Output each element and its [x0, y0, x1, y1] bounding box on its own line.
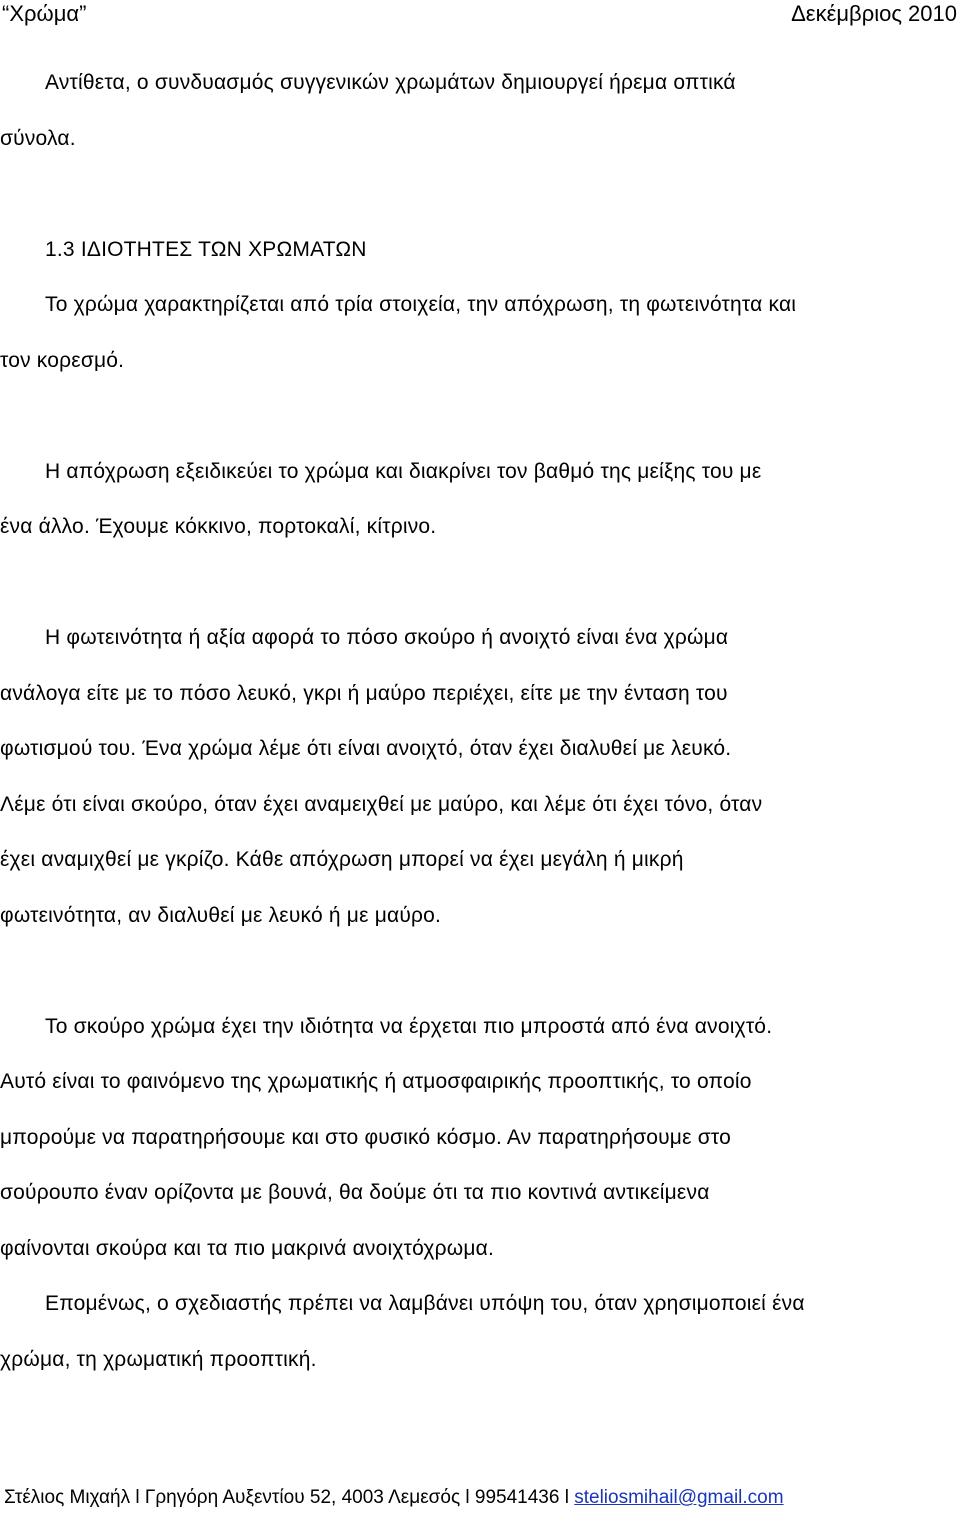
text-line: Αυτό είναι το φαινόμενο της χρωματικής ή ατμοσφαιρικής προοπτικής, το οποίο [0, 1070, 752, 1093]
text-line: Η απόχρωση εξειδικεύει το χρώμα και διακρίνει τον βαθμό της μείξης του με [45, 459, 762, 483]
text-line: μπορούμε να παρατηρήσουμε και στο φυσικό κόσμο. Αν παρατηρήσουμε στο [0, 1125, 731, 1149]
document-date: Δεκέμβριος 2010 [791, 1, 957, 26]
text-line: σούρουπο έναν ορίζοντα με βουνά, θα δούμε ότι τα πιο κοντινά αντικείμενα [0, 1181, 710, 1204]
email-link[interactable]: steliosmihail@gmail.com [574, 1487, 784, 1508]
text-line: φωτισμού του. Ένα χρώμα λέμε ότι είναι ανοιχτό, όταν έχει διαλυθεί με λευκό. [0, 737, 732, 760]
text-line: Λέμε ότι είναι σκούρο, όταν έχει αναμειχθεί με μαύρο, και λέμε ότι έχει τόνο, όταν [0, 792, 763, 816]
text-line: φαίνονται σκούρα και τα πιο μακρινά ανοιχτόχρωμα. [0, 1236, 495, 1260]
text-line: σύνολα. [0, 126, 76, 150]
text-line: Το χρώμα χαρακτηρίζεται από τρία στοιχεία, την απόχρωση, τη φωτεινότητα και [45, 293, 797, 316]
document-body [0, 55, 960, 1387]
text-line: έχει αναμιχθεί με γκρίζο. Κάθε απόχρωση μπορεί να έχει μεγάλη ή μικρή [0, 848, 684, 871]
page-footer [4, 1486, 960, 1510]
text-line: Το σκούρο χρώμα έχει την ιδιότητα να έρχεται πιο μπροστά από ένα ανοιχτό. [45, 1014, 773, 1038]
section-heading: 1.3 ΙΔΙΟΤΗΤΕΣ ΤΩΝ ΧΡΩΜΑΤΩΝ [45, 237, 367, 261]
text-line: Η φωτεινότητα ή αξία αφορά το πόσο σκούρο ή ανοιχτό είναι ένα χρώμα [45, 626, 729, 649]
text-line: τον κορεσμό. [0, 348, 125, 372]
text-line: ανάλογα είτε με το πόσο λευκό, γκρι ή μαύρο περιέχει, είτε με την ένταση του [0, 681, 728, 705]
text-line: φωτεινότητα, αν διαλυθεί με λευκό ή με μαύρο. [0, 903, 442, 927]
page-header [0, 0, 960, 30]
footer-contact: Στέλιος Μιχαήλ l Γρηγόρη Αυξεντίου 52, 4003 Λεμεσός l 99541436 l [4, 1487, 575, 1508]
document-title: “Χρώμα” [2, 1, 87, 26]
text-line: Αντίθετα, ο συνδυασμός συγγενικών χρωμάτων δημιουργεί ήρεμα οπτικά [45, 71, 736, 94]
text-line: ένα άλλο. Έχουμε κόκκινο, πορτοκαλί, κίτρινο. [0, 515, 437, 538]
text-line: χρώμα, τη χρωματική προοπτική. [0, 1347, 317, 1371]
text-line: Επομένως, ο σχεδιαστής πρέπει να λαμβάνει υπόψη του, όταν χρησιμοποιεί ένα [45, 1292, 805, 1315]
